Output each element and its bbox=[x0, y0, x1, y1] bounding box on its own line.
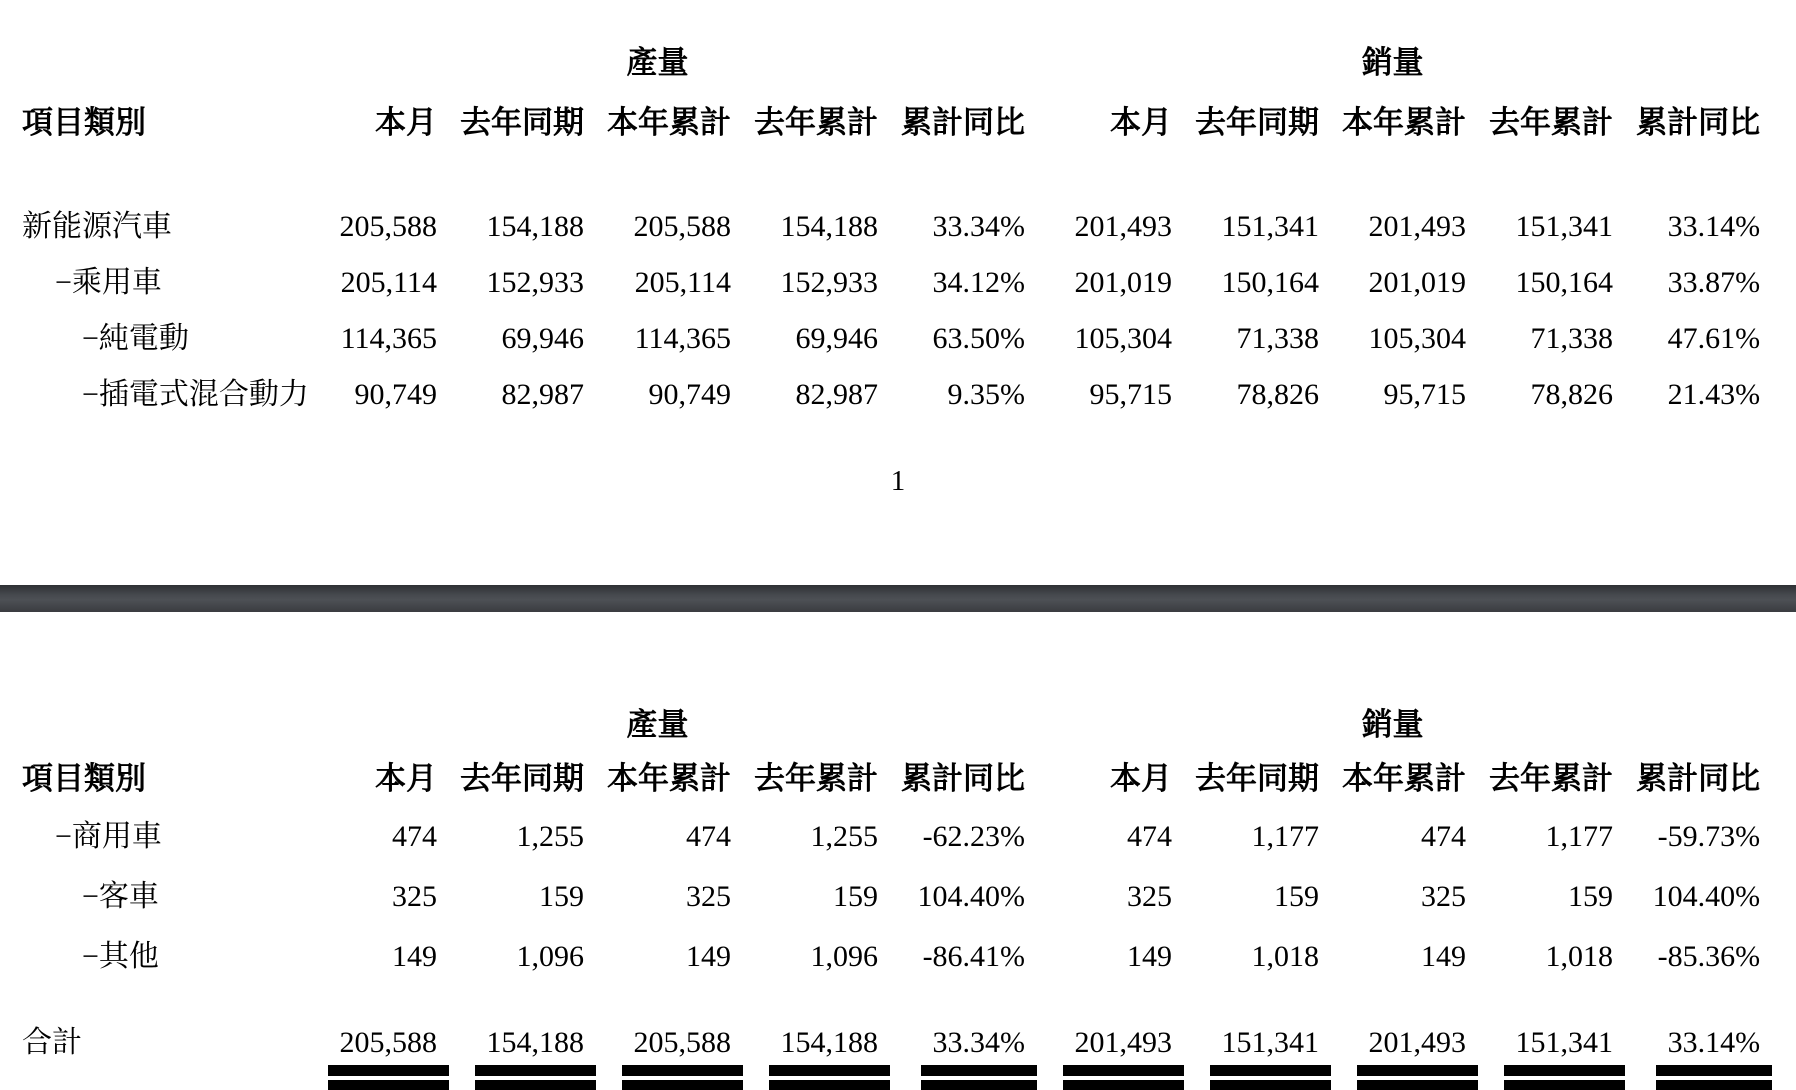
column-header: 累計同比 bbox=[901, 105, 1026, 141]
value-cell: 150,164 bbox=[1221, 265, 1320, 299]
value-cell: 82,987 bbox=[795, 377, 878, 411]
group-header-row bbox=[18, 698, 1760, 750]
value-cell: 151,341 bbox=[1515, 209, 1614, 243]
total-value-double-underlined: 154,188 bbox=[780, 1025, 878, 1059]
column-header-row bbox=[18, 88, 1760, 142]
column-header: 本年累計 bbox=[607, 105, 731, 141]
value-cell: 1,096 bbox=[516, 939, 584, 973]
table-total-body bbox=[18, 978, 1760, 1062]
total-value-double-underlined: 205,588 bbox=[633, 1025, 731, 1059]
row-label-cell: −客車 bbox=[82, 879, 159, 913]
value-cell: 104.40% bbox=[917, 879, 1026, 913]
value-cell: 149 bbox=[1421, 939, 1467, 973]
document-page-1 bbox=[0, 36, 1796, 496]
value-cell: -86.41% bbox=[922, 939, 1026, 973]
value-cell: 205,114 bbox=[634, 265, 731, 299]
table-body bbox=[18, 142, 1760, 414]
total-value-double-underlined: 201,493 bbox=[1368, 1025, 1467, 1059]
sales-group-header: 銷量 bbox=[1361, 707, 1424, 743]
value-cell bbox=[1025, 978, 1172, 1062]
row-label-cell: −商用車 bbox=[55, 819, 162, 853]
column-header: 本月 bbox=[1110, 761, 1173, 797]
value-cell bbox=[437, 978, 584, 1062]
table-row bbox=[18, 142, 1760, 246]
value-cell: 325 bbox=[1127, 879, 1173, 913]
value-cell: 149 bbox=[686, 939, 731, 973]
value-cell: 474 bbox=[392, 819, 437, 853]
production-group-header: 產量 bbox=[626, 707, 689, 743]
row-label-cell: −插電式混合動力 bbox=[82, 377, 309, 411]
value-cell bbox=[1172, 978, 1319, 1062]
value-cell: 1,177 bbox=[1545, 819, 1614, 853]
category-column-header: 項目類別 bbox=[22, 105, 146, 141]
value-cell: 159 bbox=[539, 879, 584, 913]
column-header: 累計同比 bbox=[1636, 761, 1761, 797]
value-cell: 325 bbox=[392, 879, 437, 913]
value-cell: -85.36% bbox=[1657, 939, 1761, 973]
total-value-double-underlined: 151,341 bbox=[1221, 1025, 1320, 1059]
value-cell: 474 bbox=[686, 819, 731, 853]
value-cell bbox=[1319, 978, 1466, 1062]
value-cell: 150,164 bbox=[1515, 265, 1614, 299]
value-cell: -62.23% bbox=[922, 819, 1026, 853]
table-head bbox=[18, 36, 1760, 142]
value-cell: 114,365 bbox=[634, 321, 731, 355]
table-row bbox=[18, 246, 1760, 302]
value-cell: 205,588 bbox=[633, 209, 731, 243]
total-value-double-underlined: 154,188 bbox=[486, 1025, 584, 1059]
value-cell: 71,338 bbox=[1530, 321, 1614, 355]
row-label-cell: −純電動 bbox=[82, 321, 189, 355]
value-cell: 201,019 bbox=[1074, 265, 1173, 299]
value-cell: 71,338 bbox=[1236, 321, 1320, 355]
value-cell: 201,019 bbox=[1368, 265, 1467, 299]
column-header: 累計同比 bbox=[1636, 105, 1761, 141]
value-cell: 34.12% bbox=[932, 265, 1026, 299]
column-header: 本月 bbox=[375, 105, 437, 141]
column-header: 本年累計 bbox=[607, 761, 731, 797]
value-cell: 154,188 bbox=[486, 209, 584, 243]
value-cell: 154,188 bbox=[780, 209, 878, 243]
row-label-cell: −其他 bbox=[82, 939, 159, 973]
table-row bbox=[18, 302, 1760, 358]
column-header: 去年同期 bbox=[460, 761, 584, 797]
column-header: 去年同期 bbox=[460, 105, 584, 141]
table-head bbox=[18, 698, 1760, 798]
total-value-double-underlined: 33.34% bbox=[932, 1025, 1026, 1059]
value-cell: 325 bbox=[686, 879, 731, 913]
group-header-spacer bbox=[18, 36, 290, 88]
column-header: 去年累計 bbox=[754, 105, 878, 141]
value-cell: 9.35% bbox=[947, 377, 1026, 411]
value-cell: 1,018 bbox=[1545, 939, 1614, 973]
value-cell: 33.87% bbox=[1667, 265, 1761, 299]
value-cell: 325 bbox=[1421, 879, 1467, 913]
total-value-double-underlined: 33.14% bbox=[1667, 1025, 1761, 1059]
column-header: 去年累計 bbox=[754, 761, 878, 797]
value-cell: 474 bbox=[1421, 819, 1467, 853]
value-cell: 205,588 bbox=[339, 209, 437, 243]
total-row bbox=[18, 978, 1760, 1062]
value-cell: 33.14% bbox=[1667, 209, 1761, 243]
column-header: 本年累計 bbox=[1342, 105, 1467, 141]
column-header: 去年同期 bbox=[1195, 105, 1320, 141]
table-row bbox=[18, 918, 1760, 978]
value-cell: 201,493 bbox=[1368, 209, 1467, 243]
column-header: 累計同比 bbox=[901, 761, 1026, 797]
value-cell: 1,255 bbox=[516, 819, 584, 853]
row-label-cell: 合計 bbox=[22, 1025, 82, 1059]
value-cell: 151,341 bbox=[1221, 209, 1320, 243]
value-cell: 69,946 bbox=[501, 321, 584, 355]
value-cell: 95,715 bbox=[1089, 377, 1173, 411]
value-cell: 1,177 bbox=[1251, 819, 1320, 853]
column-header: 去年累計 bbox=[1489, 761, 1614, 797]
total-value-double-underlined: 201,493 bbox=[1074, 1025, 1173, 1059]
value-cell: 95,715 bbox=[1383, 377, 1467, 411]
value-cell: 159 bbox=[1568, 879, 1614, 913]
row-label-cell: −乘用車 bbox=[55, 265, 162, 299]
table-body bbox=[18, 798, 1760, 978]
value-cell: 159 bbox=[1274, 879, 1320, 913]
value-cell: 33.34% bbox=[932, 209, 1026, 243]
value-cell: 63.50% bbox=[932, 321, 1026, 355]
group-header-spacer bbox=[18, 698, 290, 750]
column-header-row bbox=[18, 750, 1760, 798]
value-cell: 90,749 bbox=[648, 377, 731, 411]
value-cell: 1,018 bbox=[1251, 939, 1320, 973]
value-cell: 1,255 bbox=[810, 819, 878, 853]
value-cell: 201,493 bbox=[1074, 209, 1173, 243]
value-cell bbox=[878, 978, 1025, 1062]
value-cell: 1,096 bbox=[810, 939, 878, 973]
value-cell: 47.61% bbox=[1667, 321, 1761, 355]
total-value-double-underlined: 151,341 bbox=[1515, 1025, 1614, 1059]
value-cell: 78,826 bbox=[1530, 377, 1614, 411]
page-separator bbox=[0, 585, 1796, 612]
table-row bbox=[18, 798, 1760, 858]
column-header: 本月 bbox=[375, 761, 437, 797]
production-group-header: 產量 bbox=[626, 45, 689, 81]
category-column-header: 項目類別 bbox=[22, 761, 146, 797]
value-cell: 105,304 bbox=[1074, 321, 1173, 355]
value-cell: 114,365 bbox=[340, 321, 437, 355]
value-cell: 149 bbox=[392, 939, 437, 973]
value-cell bbox=[1613, 978, 1760, 1062]
value-cell bbox=[731, 978, 878, 1062]
value-cell: 105,304 bbox=[1368, 321, 1467, 355]
table-row bbox=[18, 858, 1760, 918]
value-cell: 78,826 bbox=[1236, 377, 1320, 411]
column-header: 本年累計 bbox=[1342, 761, 1467, 797]
value-cell: 69,946 bbox=[795, 321, 878, 355]
value-cell: 82,987 bbox=[501, 377, 584, 411]
group-header-row bbox=[18, 36, 1760, 88]
total-value-double-underlined: 205,588 bbox=[339, 1025, 437, 1059]
value-cell bbox=[1466, 978, 1613, 1062]
column-header: 去年累計 bbox=[1489, 105, 1614, 141]
value-cell: 474 bbox=[1127, 819, 1173, 853]
value-cell bbox=[290, 978, 437, 1062]
value-cell: -59.73% bbox=[1657, 819, 1761, 853]
value-cell: 21.43% bbox=[1667, 377, 1761, 411]
value-cell: 159 bbox=[833, 879, 878, 913]
value-cell bbox=[584, 978, 731, 1062]
production-sales-table-page-1 bbox=[18, 36, 1760, 414]
sales-group-header: 銷量 bbox=[1361, 45, 1424, 81]
row-label-cell: 新能源汽車 bbox=[22, 209, 172, 243]
document-page-2 bbox=[0, 698, 1796, 1062]
production-sales-table-page-2 bbox=[18, 698, 1760, 1062]
value-cell: 104.40% bbox=[1652, 879, 1761, 913]
column-header: 本月 bbox=[1110, 105, 1173, 141]
table-row bbox=[18, 358, 1760, 414]
value-cell: 152,933 bbox=[486, 265, 584, 299]
page-number: 1 bbox=[890, 465, 906, 497]
value-cell: 205,114 bbox=[340, 265, 437, 299]
value-cell: 152,933 bbox=[780, 265, 878, 299]
column-header: 去年同期 bbox=[1195, 761, 1320, 797]
value-cell: 90,749 bbox=[354, 377, 437, 411]
value-cell: 149 bbox=[1127, 939, 1173, 973]
